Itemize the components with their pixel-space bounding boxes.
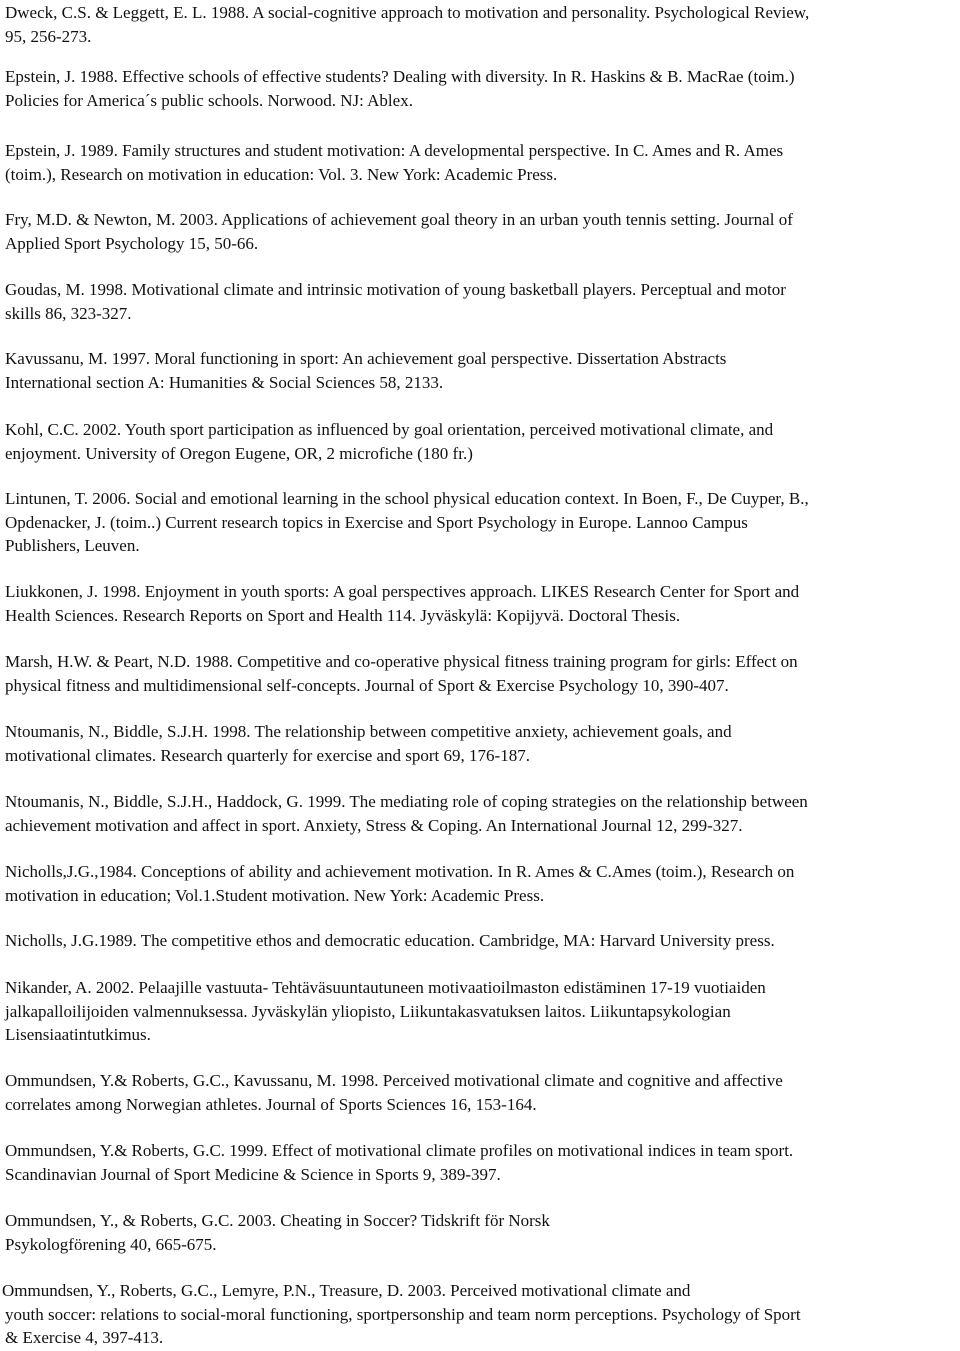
reference-line: Liukkonen, J. 1998. Enjoyment in youth sports: A goal perspectives approach. LIKES Research Center for Sport and xyxy=(5,582,800,601)
reference-line: (toim.), Research on motivation in education: Vol. 3. New York: Academic Press. xyxy=(5,164,558,184)
reference-entry-nicholls-1989 xyxy=(5,929,955,953)
reference-line: Ommundsen, Y.& Roberts, G.C., Kavussanu, M. 1998. Perceived motivational climate and cognitive and affective xyxy=(5,1071,783,1090)
reference-line: jalkapalloilijoiden valmennuksessa. Jyväskylän yliopisto, Liikuntakasvatuksen laitos. Liikuntapsykologian xyxy=(5,1001,731,1021)
reference-line: Lintunen, T. 2006. Social and emotional learning in the school physical education context. In Boen, F., De Cuyper, B., xyxy=(5,489,809,508)
reference-line: Health Sciences. Research Reports on Sport and Health 114. Jyväskylä: Kopijyvä. Doctoral Thesis. xyxy=(5,605,681,625)
reference-line: Epstein, J. 1988. Effective schools of effective students? Dealing with diversity. In R. Haskins & B. MacRae (toim.) xyxy=(5,67,795,86)
reference-line: enjoyment. University of Oregon Eugene, OR, 2 microfiche (180 fr.) xyxy=(5,443,473,463)
reference-line: Ommundsen, Y.& Roberts, G.C. 1999. Effect of motivational climate profiles on motivational indices in team sport. xyxy=(5,1141,794,1160)
reference-line: Marsh, H.W. & Peart, N.D. 1988. Competitive and co-operative physical fitness training program for girls: Effect on xyxy=(5,652,798,671)
reference-entry-epstein-1989 xyxy=(5,139,955,186)
reference-entry-dweck-1988 xyxy=(5,1,955,48)
reference-line: Scandinavian Journal of Sport Medicine & Science in Sports 9, 389-397. xyxy=(5,1164,501,1184)
reference-entry-lintunen-2006 xyxy=(5,487,955,558)
reference-entry-liukkonen-1998 xyxy=(5,580,955,627)
reference-line: motivation in education; Vol.1.Student motivation. New York: Academic Press. xyxy=(5,885,545,905)
reference-line: correlates among Norwegian athletes. Journal of Sports Sciences 16, 153-164. xyxy=(5,1094,537,1114)
reference-line: Nicholls, J.G.1989. The competitive ethos and democratic education. Cambridge, MA: Harvard University press. xyxy=(5,931,775,950)
reference-line: motivational climates. Research quarterly for exercise and sport 69, 176-187. xyxy=(5,745,530,765)
reference-line: International section A: Humanities & Social Sciences 58, 2133. xyxy=(5,372,444,392)
reference-line: Goudas, M. 1998. Motivational climate and intrinsic motivation of young basketball players. Perceptual and motor xyxy=(5,280,786,299)
reference-entry-kavussanu-1997 xyxy=(5,347,955,394)
reference-entry-ommundsen-1999 xyxy=(5,1139,955,1186)
reference-entry-nikander-2002 xyxy=(5,976,955,1047)
reference-line: 95, 256-273. xyxy=(5,26,92,46)
reference-line: Nikander, A. 2002. Pelaajille vastuuta- Tehtäväsuuntautuneen motivaatioilmaston edistäminen 17-19 vuotiaiden xyxy=(5,978,766,997)
reference-entry-ommundsen-2003b xyxy=(2,1279,952,1350)
reference-entry-fry-2003 xyxy=(5,208,955,255)
reference-line: & Exercise 4, 397-413. xyxy=(5,1328,164,1347)
reference-entry-ommundsen-1998 xyxy=(5,1069,955,1116)
reference-line: youth soccer: relations to social-moral functioning, sportpersonship and team norm perceptions. Psychology of Sport xyxy=(5,1304,801,1324)
reference-entry-nicholls-1984 xyxy=(5,860,955,907)
reference-entry-ntoumanis-1998 xyxy=(5,720,955,767)
reference-line: Ommundsen, Y., Roberts, G.C., Lemyre, P.N., Treasure, D. 2003. Perceived motivational climate and xyxy=(2,1281,691,1300)
reference-line: Lisensiaatintutkimus. xyxy=(5,1025,151,1044)
reference-line: Nicholls,J.G.,1984. Conceptions of ability and achievement motivation. In R. Ames & C.Ames (toim.), Research on xyxy=(5,862,795,881)
reference-line: Opdenacker, J. (toim..) Current research topics in Exercise and Sport Psychology in Europe. Lannoo Campus xyxy=(5,512,748,532)
reference-line: Fry, M.D. & Newton, M. 2003. Applications of achievement goal theory in an urban youth tennis setting. Journal of xyxy=(5,210,793,229)
reference-line: Psykologförening 40, 665-675. xyxy=(5,1234,217,1254)
reference-entry-marsh-1988 xyxy=(5,650,955,697)
reference-line: achievement motivation and affect in sport. Anxiety, Stress & Coping. An International Journal 12, 299-327. xyxy=(5,815,743,835)
reference-line: Applied Sport Psychology 15, 50-66. xyxy=(5,233,259,253)
reference-line: Ntoumanis, N., Biddle, S.J.H., Haddock, G. 1999. The mediating role of coping strategies on the relationship between xyxy=(5,792,808,811)
reference-line: Ntoumanis, N., Biddle, S.J.H. 1998. The relationship between competitive anxiety, achievement goals, and xyxy=(5,722,732,741)
reference-line: Kohl, C.C. 2002. Youth sport participation as influenced by goal orientation, perceived motivational climate, and xyxy=(5,420,774,439)
reference-entry-ommundsen-2003a xyxy=(5,1209,955,1256)
reference-line: Epstein, J. 1989. Family structures and student motivation: A developmental perspective. In C. Ames and R. Ames xyxy=(5,141,784,160)
reference-entry-kohl-2002 xyxy=(5,418,955,465)
reference-entry-epstein-1988 xyxy=(5,65,955,112)
reference-line: Dweck, C.S. & Leggett, E. L. 1988. A social-cognitive approach to motivation and personality. Psychological Review, xyxy=(5,3,810,22)
reference-line: Publishers, Leuven. xyxy=(5,536,140,555)
reference-line: physical fitness and multidimensional self-concepts. Journal of Sport & Exercise Psychology 10, 390-407. xyxy=(5,675,729,695)
reference-line: Policies for America´s public schools. Norwood. NJ: Ablex. xyxy=(5,90,413,110)
reference-entry-goudas-1998 xyxy=(5,278,955,325)
reference-line: Kavussanu, M. 1997. Moral functioning in sport: An achievement goal perspective. Dissertation Abstracts xyxy=(5,349,727,368)
reference-line: skills 86, 323-327. xyxy=(5,303,132,323)
reference-entry-ntoumanis-1999 xyxy=(5,790,955,837)
reference-line: Ommundsen, Y., & Roberts, G.C. 2003. Cheating in Soccer? Tidskrift för Norsk xyxy=(5,1211,550,1230)
